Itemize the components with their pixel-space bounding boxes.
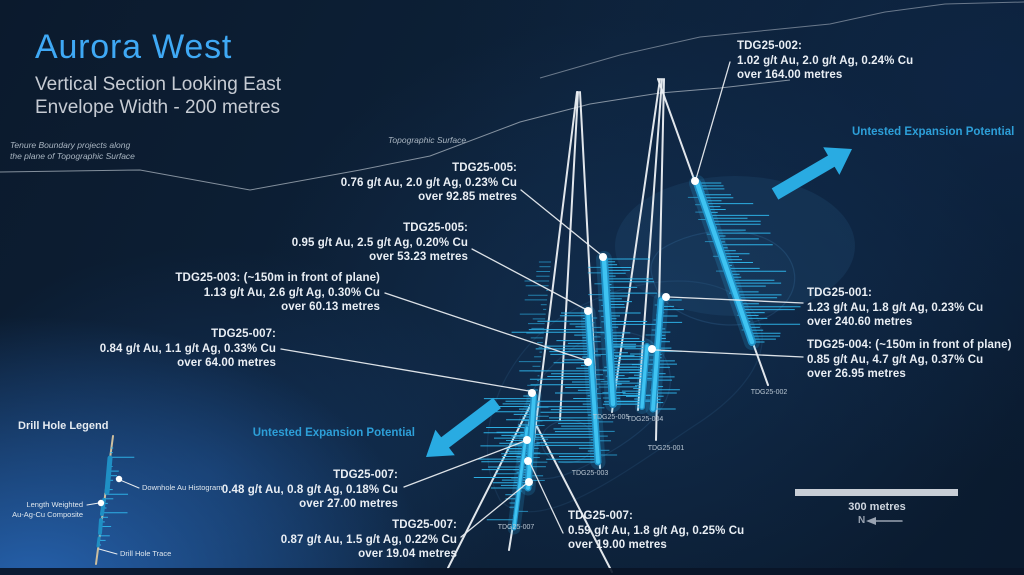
legend-title: Drill Hole Legend (18, 420, 109, 432)
annotation-tdg25-007-7: TDG25-007: 0.48 g/t Au, 0.8 g/t Ag, 0.18% Cu over 27.00 metres (221, 469, 398, 510)
legend-leader-line (87, 503, 99, 505)
subtitle-line2: Envelope Width - 200 metres (35, 97, 281, 118)
title-block (35, 28, 281, 119)
tenure-boundary-note: Tenure Boundary projects along the plane of Topographic Surface (10, 140, 135, 161)
drillhole-id-label-tdg25-005: TDG25-005 (592, 414, 630, 421)
annotation-tdg25-004-6: TDG25-004: (~150m in front of plane) 0.85 g/t Au, 4.7 g/t Ag, 0.37% Cu over 26.95 metres (807, 339, 1012, 380)
bottom-edge-strip (0, 568, 1024, 575)
annotation-tdg25-003-3: TDG25-003: (~150m in front of plane) 1.13 g/t Au, 2.6 g/t Ag, 0.30% Cu over 60.13 metres (175, 272, 380, 313)
drillhole-id-label-tdg25-003: TDG25-003 (571, 470, 609, 477)
composite-marker-dot (528, 389, 536, 397)
scale-bar (795, 489, 958, 496)
north-arrow-head (866, 517, 876, 525)
annotation-tdg25-005-2: TDG25-005: 0.95 g/t Au, 2.5 g/t Ag, 0.20% Cu over 53.23 metres (291, 222, 468, 263)
page-title: Aurora West (35, 28, 233, 66)
drillhole-id-label-tdg25-007: TDG25-007 (497, 524, 535, 531)
annotation-tdg25-007-9: TDG25-007: 0.59 g/t Au, 1.8 g/t Ag, 0.25% Cu over 19.00 metres (568, 510, 745, 551)
annotation-tdg25-005-1: TDG25-005: 0.76 g/t Au, 2.0 g/t Ag, 0.23% Cu over 92.85 metres (340, 162, 517, 203)
north-indicator-label: N (858, 515, 866, 526)
legend-composite-bar (107, 458, 110, 492)
composite-marker-dot (523, 436, 531, 444)
legend-composite-bar (98, 538, 99, 546)
annotation-leader-line (696, 62, 730, 179)
composite-marker-dot (524, 457, 532, 465)
composite-marker-dot (525, 478, 533, 486)
composite-marker-dot (584, 307, 592, 315)
scale-bar-label: 300 metres (848, 501, 906, 513)
legend-trace-label: Drill Hole Trace (120, 549, 172, 558)
untested-expansion-label-1: Untested Expansion Potential (252, 427, 415, 439)
drillhole-id-label-tdg25-002: TDG25-002 (750, 389, 788, 396)
composite-marker-dot (691, 177, 699, 185)
annotation-tdg25-007-8: TDG25-007: 0.87 g/t Au, 1.5 g/t Ag, 0.22% Cu over 19.04 metres (280, 519, 457, 560)
legend-marker-dot (98, 500, 104, 506)
composite-marker-dot (648, 345, 656, 353)
annotation-leader-line (521, 190, 600, 254)
expansion-arrow-upright (772, 147, 852, 199)
untested-expansion-label-0: Untested Expansion Potential (852, 126, 1015, 138)
legend-histogram-label: Downhole Au Histogram (142, 483, 223, 492)
legend-marker-dot (116, 476, 122, 482)
legend-leader-line (120, 480, 139, 488)
composite-marker-dot (599, 253, 607, 261)
legend-composite-label: Length Weighted Au-Ag-Cu Composite (12, 500, 83, 519)
drillhole-id-label-tdg25-004: TDG25-004 (626, 416, 664, 423)
composite-marker-dot (662, 293, 670, 301)
annotation-tdg25-002-0: TDG25-002: 1.02 g/t Au, 2.0 g/t Ag, 0.24% Cu over 164.00 metres (737, 40, 914, 81)
legend-composite-bar (100, 520, 101, 533)
subtitle-line1: Vertical Section Looking East (35, 74, 282, 95)
topographic-surface-label: Topographic Surface (388, 135, 467, 145)
drillhole-id-label-tdg25-001: TDG25-001 (647, 445, 685, 452)
annotation-tdg25-001-5: TDG25-001: 1.23 g/t Au, 1.8 g/t Ag, 0.23% Cu over 240.60 metres (807, 287, 984, 328)
composite-marker-dot (584, 358, 592, 366)
annotation-leader-line (281, 349, 529, 391)
annotation-tdg25-007-4: TDG25-007: 0.84 g/t Au, 1.1 g/t Ag, 0.33% Cu over 64.00 metres (99, 328, 276, 369)
legend-leader-line (99, 549, 117, 554)
